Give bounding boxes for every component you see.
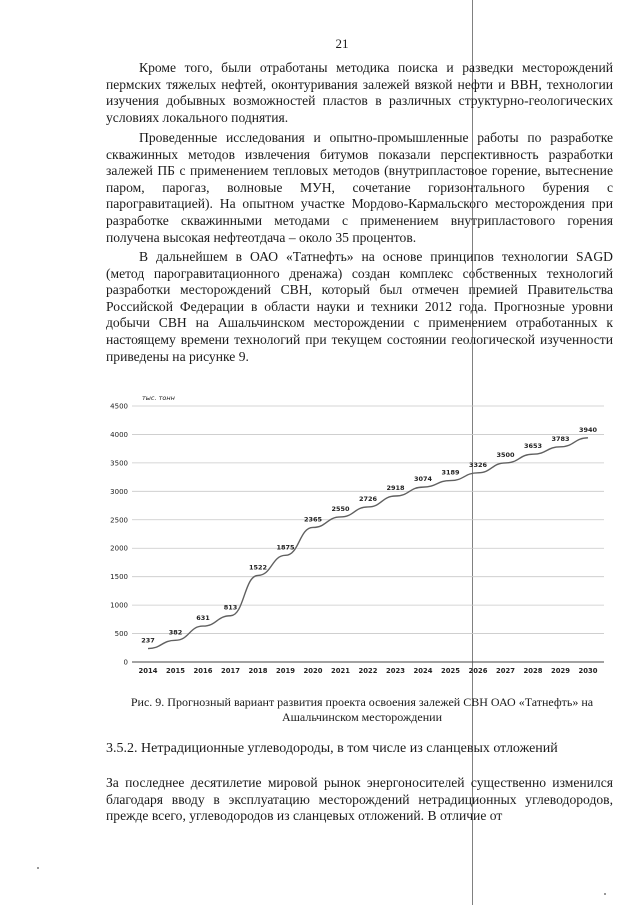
y-tick-label: 500 (114, 630, 128, 639)
y-tick-label: 1000 (110, 601, 128, 610)
y-tick-label: 2000 (110, 544, 128, 553)
data-label: 3189 (441, 468, 460, 477)
x-tick-label: 2030 (578, 667, 598, 675)
x-tick-label: 2017 (221, 667, 240, 675)
x-tick-label: 2021 (331, 667, 350, 675)
x-tick-label: 2014 (138, 667, 158, 675)
x-tick-label: 2024 (413, 667, 433, 675)
data-label: 813 (223, 603, 238, 612)
data-label: 2918 (386, 483, 405, 492)
production-forecast-chart (104, 392, 614, 688)
x-tick-label: 2020 (303, 667, 323, 675)
y-tick-label: 3000 (110, 487, 128, 496)
x-tick-label: 2022 (358, 667, 378, 675)
y-axis-unit-label: тыс. тонн (142, 394, 175, 402)
body-paragraph: За последнее десятилетие мировой рынок энергоносителей существенно изменился благодаря вводу в эксплуатацию месторождений нетрадиционных углеводородов, прежде всего, углеводородов из сланцевых отложений. В отличие от (106, 775, 613, 824)
page-number: 21 (335, 36, 349, 51)
y-tick-label: 1500 (110, 573, 128, 582)
data-label: 631 (196, 614, 210, 623)
y-tick-label: 0 (123, 658, 128, 667)
data-label: 382 (168, 628, 183, 637)
y-tick-label: 2500 (110, 516, 128, 525)
y-tick-label: 4000 (110, 430, 128, 439)
data-label: 2726 (358, 494, 378, 503)
data-label: 3783 (551, 434, 570, 443)
data-label: 3940 (578, 425, 598, 434)
scan-artifact-dot (604, 893, 606, 895)
series-line (148, 438, 588, 649)
x-tick-label: 2029 (551, 667, 570, 675)
y-tick-label: 4500 (110, 402, 128, 411)
data-label: 1522 (248, 563, 268, 572)
data-label: 2365 (303, 515, 323, 524)
data-label: 237 (141, 636, 155, 645)
x-tick-label: 2027 (496, 667, 515, 675)
body-paragraph: Проведенные исследования и опытно-промышленные работы по разработке скважинных методов извлечения битумов показали перспективность разработки залежей ПБ с применением тепловых методов (внутрипластовое горение, вытеснение паром, парогаз, волновые МУН, сочетание горизонтального бурения с парогравитацией). На опытном участке Мордово-Кармальского месторождения при разработке скважинными методами с применением внутрипластового горения получена высокая нефтеотдача – около 35 процентов. (106, 130, 613, 245)
body-paragraph: Кроме того, были отработаны методика поиска и разведки месторождений пермских тяжелых нефтей, оконтуривания залежей вязкой нефти и ВВН, технологии изучения добывных возможностей пластов в различных структурно-геологических условиях локального поднятия. (106, 60, 613, 125)
data-label: 3500 (496, 450, 515, 459)
y-tick-label: 3500 (110, 459, 128, 468)
scan-artifact-dot (37, 867, 39, 869)
x-tick-label: 2016 (193, 667, 213, 675)
x-tick-label: 2025 (441, 667, 460, 675)
x-tick-label: 2019 (276, 667, 295, 675)
body-paragraph: В дальнейшем в ОАО «Татнефть» на основе принципов технологии SAGD (метод парогравитационного дренажа) создан комплекс собственных технологий разработки месторождений СВН, который был отмечен премией Правительства Российской Федерации в области науки и техники 2012 года. Прогнозные уровни добычи СВН на Ашальчинском месторождении с применением отработанных к настоящему времени технологий при текущем состоянии геологической изученности приведены на рисунке 9. (106, 249, 613, 364)
data-label: 2550 (331, 504, 350, 513)
x-tick-label: 2028 (523, 667, 543, 675)
x-tick-label: 2015 (166, 667, 185, 675)
x-tick-label: 2023 (386, 667, 405, 675)
section-heading: 3.5.2. Нетрадиционные углеводороды, в том числе из сланцевых отложений (106, 741, 558, 756)
data-label: 3074 (413, 475, 433, 484)
data-label: 1875 (276, 543, 295, 552)
figure-caption: Рис. 9. Прогнозный вариант развития проекта освоения залежей СВН ОАО «Татнефть» на Ашальчинском месторождении (130, 695, 594, 724)
x-tick-label: 2018 (248, 667, 268, 675)
data-label: 3653 (523, 442, 543, 451)
x-tick-label: 2026 (468, 667, 488, 675)
data-label: 3326 (468, 460, 488, 469)
